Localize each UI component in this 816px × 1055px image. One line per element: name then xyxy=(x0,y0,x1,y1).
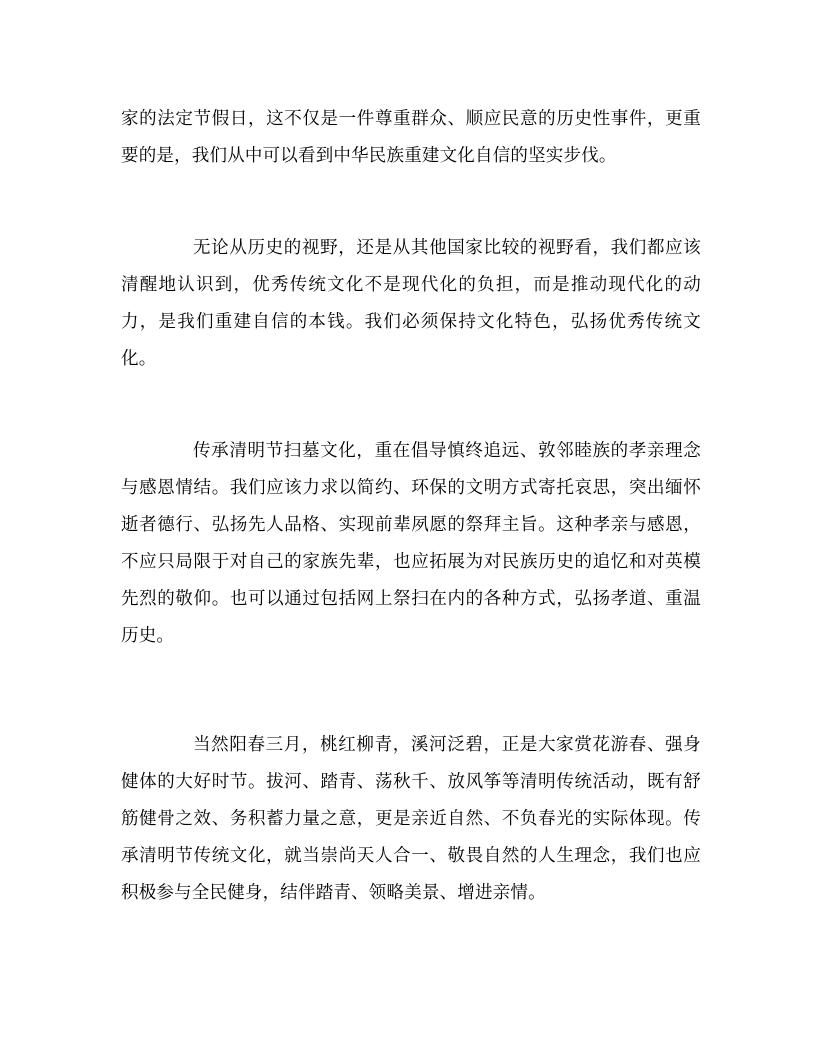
paragraph-spring-outing: 当然阳春三月，桃红柳青，溪河泛碧，正是大家赏花游春、强身健体的大好时节。拔河、踏青、荡秋千、放风筝等清明传统活动，既有舒筋健骨之效、务积蓄力量之意，更是亲近自然、不负春光的实际体现。传承清明节传统文化，就当崇尚天人合一、敬畏自然的人生理念，我们也应积极参与全民健身，结伴踏青、领略美景、增进亲情。 xyxy=(121,735,701,903)
paragraph-cultural-confidence: 无论从历史的视野，还是从其他国家比较的视野看，我们都应该清醒地认识到，优秀传统文化不是现代化的负担，而是推动现代化的动力，是我们重建自信的本钱。我们必须保持文化特色，弘扬优秀传统文化。 xyxy=(121,238,701,369)
paragraph-continuation: 家的法定节假日，这不仅是一件尊重群众、顺应民意的历史性事件，更重要的是，我们从中可以看到中华民族重建文化自信的坚实步伐。 xyxy=(121,109,701,166)
paragraph-tomb-sweeping: 传承清明节扫墓文化，重在倡导慎终追远、敦邻睦族的孝亲理念与感恩情结。我们应该力求以简约、环保的文明方式寄托哀思，突出缅怀逝者德行、弘扬先人品格、实现前辈夙愿的祭拜主旨。这种孝亲与感恩，不应只局限于对自己的家族先辈，也应拓展为对民族历史的追忆和对英模先烈的敬仰。也可以通过包括网上祭扫在内的各种方式，弘扬孝道、重温历史。 xyxy=(121,441,701,646)
